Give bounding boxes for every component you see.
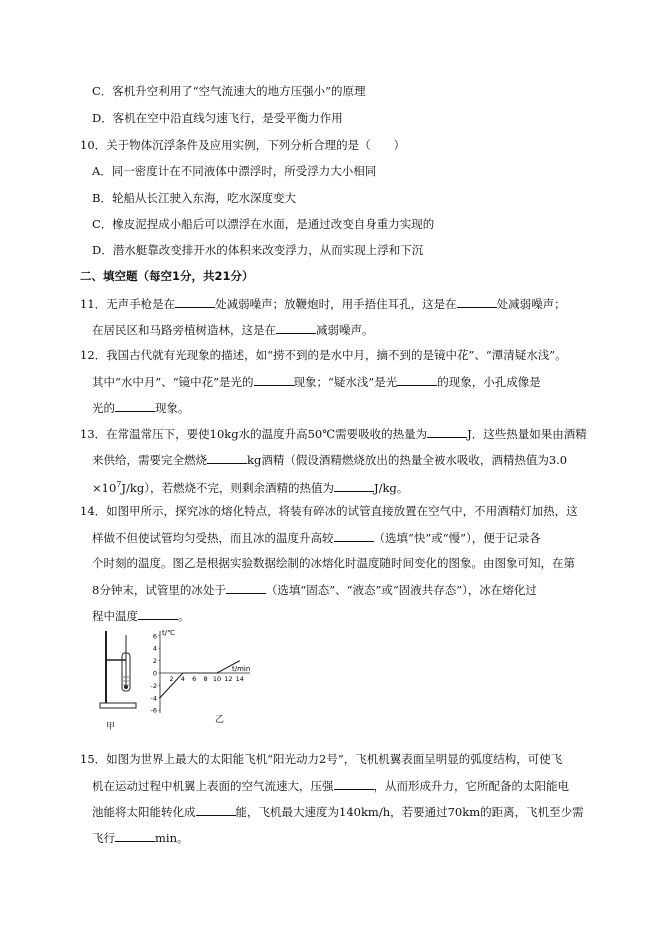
answer-blank xyxy=(457,296,497,308)
x-axis-label: t/min xyxy=(232,665,251,673)
q13-exponent: 7 xyxy=(116,480,122,489)
q14-line1: 14．如图甲所示，探究冰的熔化特点，将装有碎冰的试管直接放置在空气中，不用酒精灯加热，这 xyxy=(80,504,578,518)
figure-caption-left: 甲 xyxy=(106,722,116,732)
answer-blank xyxy=(138,608,178,620)
q13-line1 xyxy=(80,426,587,441)
q10-option-a: A．同一密度计在不同液体中漂浮时，所受浮力大小相同 xyxy=(92,164,377,178)
x-tick-label: 10 xyxy=(212,675,222,683)
q15-text: 池能将太阳能转化成 xyxy=(92,805,196,819)
q12-text: 其中“水中月”、“镜中花”是光的 xyxy=(92,375,254,389)
answer-blank xyxy=(115,400,155,412)
x-tick-label: 2 xyxy=(169,675,174,683)
answer-blank xyxy=(397,374,437,386)
thermometer-bulb xyxy=(124,685,128,689)
q10-option-b: B．轮船从长江驶入东海，吃水深度变大 xyxy=(92,191,296,205)
q12-text: 的现象，小孔成像是 xyxy=(437,375,541,389)
apparatus-figure xyxy=(100,631,136,708)
q14-line4 xyxy=(92,582,537,597)
figure-caption-right: 乙 xyxy=(215,715,225,725)
answer-blank xyxy=(334,530,374,542)
y-tick-label: 4 xyxy=(152,644,157,653)
answer-blank xyxy=(115,830,155,842)
q14-text: 8分钟末，试管里的冰处于 xyxy=(92,583,226,597)
q11-text: 减弱噪声。 xyxy=(316,323,374,337)
y-tick-label: -2 xyxy=(150,681,157,690)
q14-text: （选填“快”或“慢”），便于记录各 xyxy=(373,531,541,545)
q10-option-d: D．潜水艇靠改变排开水的体积来改变浮力，从而实现上浮和下沉 xyxy=(92,243,424,257)
q10-option-c: C．橡皮泥捏成小船后可以漂浮在水面，是通过改变自身重力实现的 xyxy=(92,217,435,231)
q13-text: kg酒精（假设酒精燃烧放出的热量全被水吸收，酒精热值为3.0 xyxy=(247,453,568,467)
q11-line2 xyxy=(92,322,374,337)
q10-stem: 10．关于物体沉浮条件及应用实例，下列分析合理的是（ ） xyxy=(80,138,406,152)
q11-text: 处减弱噪声； xyxy=(496,297,566,311)
y-axis-label: t/℃ xyxy=(162,629,175,637)
q13-text: 来供给，需要完全燃烧 xyxy=(92,453,207,467)
q14-figures xyxy=(92,625,292,721)
answer-blank xyxy=(276,322,316,334)
q11-text: 在居民区和马路旁植树造林，这是在 xyxy=(92,323,276,337)
q13-line2 xyxy=(92,452,567,467)
q15-text: 机在运动过程中机翼上表面的空气流速大，压强 xyxy=(92,779,334,793)
q12-text: 光的 xyxy=(92,401,115,415)
q11-text: 处减弱噪声；放鞭炮时，用手捂住耳孔，这是在 xyxy=(215,297,457,311)
y-tick-label: 2 xyxy=(152,657,157,666)
section-title-fill-in: 二、填空题（每空1分，共21分） xyxy=(80,269,254,283)
q14-text: 程中温度 xyxy=(92,609,138,623)
temperature-graph xyxy=(151,629,251,715)
answer-blank xyxy=(226,582,266,594)
q9-option-d: D．客机在空中沿直线匀速飞行，是受平衡力作用 xyxy=(92,111,343,125)
q12-text: 现象；“疑水浅”是光 xyxy=(293,375,398,389)
x-tick-label: 12 xyxy=(224,675,233,683)
q13-text: ×10 xyxy=(92,480,117,495)
q12-line3 xyxy=(92,400,190,415)
q14-line3: 个时刻的温度。图乙是根据实验数据绘制的冰熔化时温度随时间变化的图象。由图象可知，在第 xyxy=(92,556,575,570)
x-tick-label: 8 xyxy=(203,675,208,683)
stand-base xyxy=(100,703,136,708)
answer-blank xyxy=(254,374,294,386)
answer-blank xyxy=(196,804,236,816)
q13-text: J/kg。 xyxy=(373,480,409,495)
q15-text: 飞行 xyxy=(92,831,115,845)
y-tick-label: 0 xyxy=(152,669,157,678)
q15-line3 xyxy=(92,804,584,819)
q13-text: 13．在常温常压下，要使10kg水的温度升高50℃需要吸收的热量为 xyxy=(80,427,428,441)
y-tick-label: -6 xyxy=(150,706,157,715)
q12-text: 现象。 xyxy=(155,401,190,415)
q11-line1 xyxy=(80,296,566,311)
q12-line1: 12．我国古代就有光现象的描述，如“捞不到的是水中月，摘不到的是镜中花”、“潭清疑水浅”。 xyxy=(80,348,567,362)
x-tick-label: 4 xyxy=(180,675,185,683)
x-tick-label: 6 xyxy=(192,675,197,683)
x-tick-label: 14 xyxy=(235,675,244,683)
answer-blank xyxy=(207,452,247,464)
q15-line2 xyxy=(92,778,569,793)
y-tick-labels xyxy=(151,632,160,714)
q15-line1: 15．如图为世界上最大的太阳能飞机“阳光动力2号”，飞机机翼表面呈明显的弧度结构，可使飞 xyxy=(80,752,563,766)
q15-text: min。 xyxy=(155,831,189,845)
q15-text: ，从而形成升力，它所配备的太阳能电 xyxy=(373,779,569,793)
q14-text: （选填“固态”、“液态”或“固液共存态”），冰在熔化过 xyxy=(265,583,537,597)
q14-line2 xyxy=(92,530,541,545)
q15-text: 能，飞机最大速度为140km/h，若要通过70km的距离，飞机至少需 xyxy=(235,805,584,819)
q13-line3 xyxy=(92,478,408,495)
q14-text: 。 xyxy=(178,609,190,623)
q11-text: 11．无声手枪是在 xyxy=(80,297,176,311)
q13-text: J/kg），若燃烧不完，则剩余酒精的热值为 xyxy=(121,480,334,495)
q14-text: 样做不但使试管均匀受热，而且冰的温度升高较 xyxy=(92,531,334,545)
y-tick-label: -4 xyxy=(150,694,157,703)
answer-blank xyxy=(334,480,374,492)
q12-line2 xyxy=(92,374,541,389)
y-tick-label: 6 xyxy=(152,632,157,641)
q13-text: J．这些热量如果由酒精 xyxy=(467,427,587,441)
q15-line4 xyxy=(92,830,189,845)
answer-blank xyxy=(427,426,467,438)
answer-blank xyxy=(334,778,374,790)
answer-blank xyxy=(175,296,215,308)
q14-line5 xyxy=(92,608,190,623)
q9-option-c: C．客机升空利用了“空气流速大的地方压强小”的原理 xyxy=(92,84,366,98)
